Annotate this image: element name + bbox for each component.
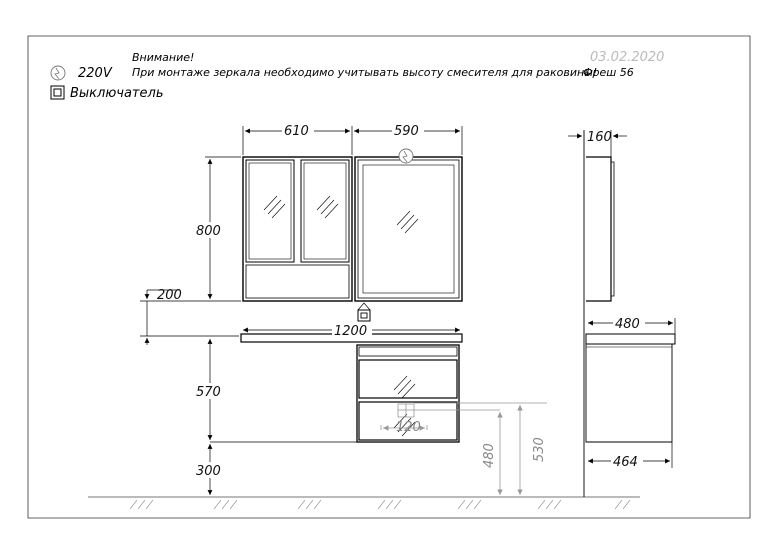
dim-mirror-height: 800 xyxy=(196,224,221,239)
vanity-unit xyxy=(210,345,459,442)
power-outlet-icon xyxy=(51,66,65,80)
dim-drain-offset: 120 xyxy=(396,420,421,435)
mirror-power-outlet-icon xyxy=(399,149,413,163)
model-name: Фреш 56 xyxy=(583,66,634,79)
switch-icon xyxy=(51,86,64,99)
mirror-panel xyxy=(355,157,462,301)
floor-line xyxy=(88,497,640,509)
drawing-frame xyxy=(28,36,750,518)
date-label: 03.02.2020 xyxy=(590,50,665,65)
drain-fitting xyxy=(381,403,547,495)
dim-mirror-depth: 160 xyxy=(587,130,612,145)
wall-switch-icon xyxy=(358,303,370,321)
mirror-cabinet xyxy=(243,157,352,301)
power-label: 220V xyxy=(78,66,112,81)
dim-floor-clearance: 300 xyxy=(196,464,221,479)
dim-vanity-depth: 464 xyxy=(613,455,638,470)
dim-cabinet-width: 610 xyxy=(284,124,309,139)
dim-pipe-height: 530 xyxy=(532,437,547,462)
mounting-note: При монтаже зеркала необходимо учитывать высоту смесителя для раковины! xyxy=(132,66,598,79)
dim-vanity-height: 570 xyxy=(196,385,221,400)
dim-countertop-depth: 480 xyxy=(615,317,640,332)
dim-gap-above-top: 200 xyxy=(157,288,182,303)
side-view xyxy=(584,130,675,497)
switch-label: Выключатель xyxy=(70,86,164,101)
dim-countertop-width: 1200 xyxy=(334,324,368,339)
attention-note: Внимание! xyxy=(132,51,195,64)
dim-drain-height: 480 xyxy=(482,443,497,468)
dim-mirror-width: 590 xyxy=(394,124,419,139)
